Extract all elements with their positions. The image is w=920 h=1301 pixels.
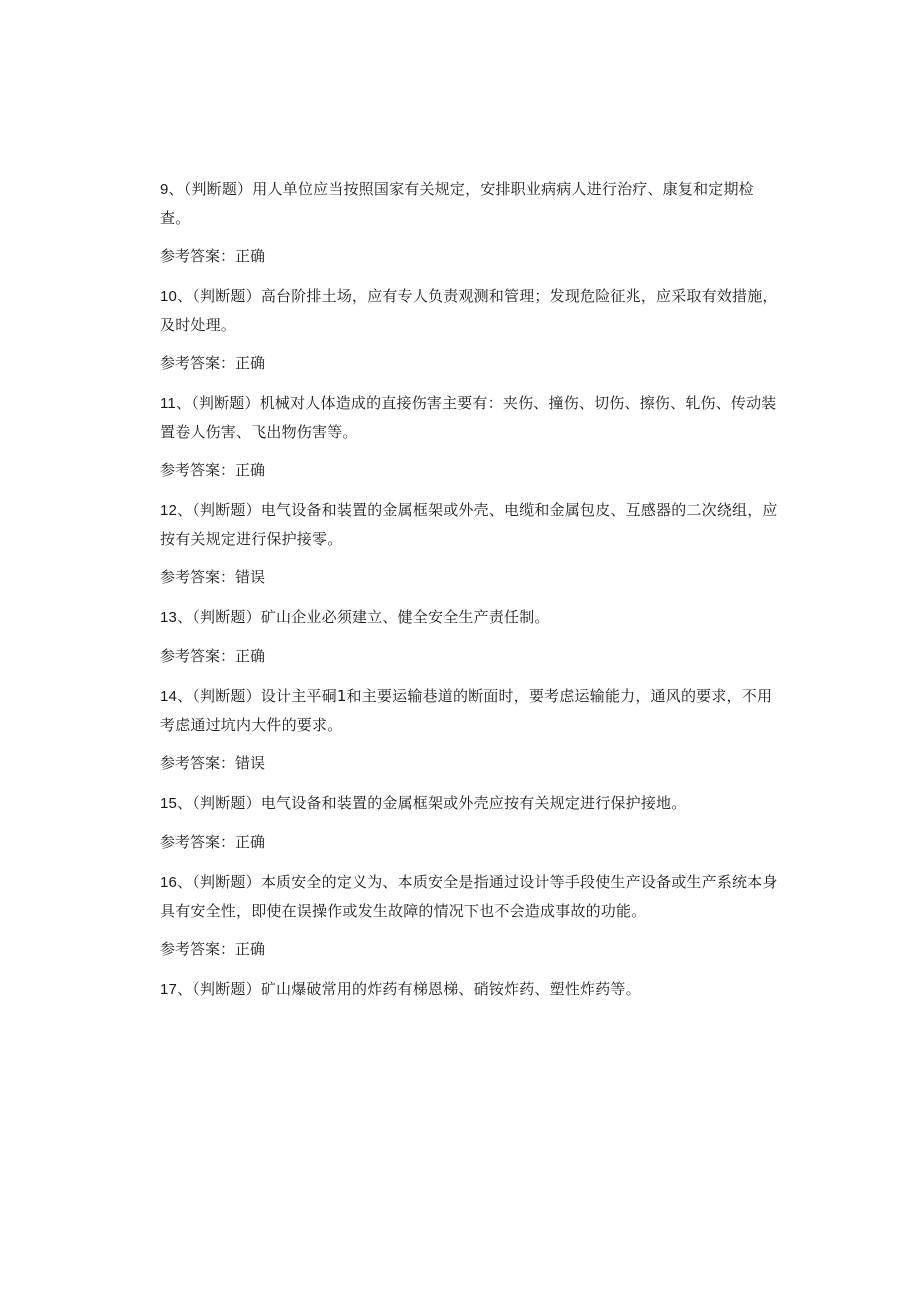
question-type: （判断题）	[192, 501, 261, 519]
answer-line	[160, 828, 780, 856]
question-item	[160, 389, 780, 484]
question-separator: 、	[177, 980, 193, 998]
question-text: 机械对人体造成的直接伤害主要有：夹伤、撞伤、切伤、擦伤、轧伤、传动装置卷人伤害、飞出物伤害等。	[160, 394, 777, 441]
question-separator: 、	[177, 873, 193, 891]
question-text-block	[160, 868, 780, 925]
answer-label: 参考答案：	[160, 354, 236, 372]
question-number: 11	[160, 395, 176, 412]
answer-value: 正确	[235, 833, 266, 851]
question-type: （判断题）	[192, 873, 261, 891]
answer-value: 错误	[235, 568, 266, 586]
question-text: 电气设备和装置的金属框架或外壳、电缆和金属包皮、互感器的二次绕组，应按有关规定进行保护接零。	[160, 501, 778, 548]
answer-label: 参考答案：	[160, 833, 236, 851]
question-text-block	[160, 975, 780, 1004]
answer-value: 正确	[235, 354, 266, 372]
question-separator: 、	[177, 501, 193, 519]
question-text: 本质安全的定义为、本质安全是指通过设计等手段使生产设备或生产系统本身具有安全性，即使在误操作或发生故障的情况下也不会造成事故的功能。	[160, 873, 778, 920]
question-number: 10	[160, 288, 178, 305]
answer-value: 正确	[235, 647, 266, 665]
question-separator: 、	[177, 608, 193, 626]
answer-line	[160, 642, 780, 670]
answer-label: 参考答案：	[160, 568, 236, 586]
question-item	[160, 975, 780, 1004]
question-text-block	[160, 789, 780, 818]
question-number: 14	[160, 688, 178, 705]
question-text-block	[160, 496, 780, 553]
question-separator: 、	[177, 287, 193, 305]
answer-line	[160, 349, 780, 377]
question-item	[160, 282, 780, 377]
question-text: 设计主平硐1和主要运输巷道的断面时，要考虑运输能力，通风的要求，不用考虑通过坑内大件的要求。	[160, 687, 773, 734]
question-type: （判断题）	[183, 180, 253, 198]
question-text: 高台阶排土场，应有专人负责观测和管理；发现危险征兆，应采取有效措施，及时处理。	[160, 287, 778, 334]
answer-value: 错误	[235, 754, 266, 772]
question-text: 矿山企业必须建立、健全安全生产责任制。	[260, 608, 550, 626]
question-item	[160, 175, 780, 270]
answer-line	[160, 242, 780, 270]
question-number: 13	[160, 609, 178, 626]
answer-value: 正确	[235, 461, 266, 479]
question-number: 16	[160, 874, 178, 891]
question-item	[160, 496, 780, 591]
question-item	[160, 603, 780, 670]
question-number: 15	[160, 795, 178, 812]
answer-label: 参考答案：	[160, 940, 236, 958]
question-type: （判断题）	[192, 287, 261, 305]
question-text-block	[160, 282, 780, 339]
question-separator: 、	[168, 180, 184, 198]
question-number: 12	[160, 502, 178, 519]
answer-line	[160, 935, 780, 963]
question-text: 电气设备和装置的金属框架或外壳应按有关规定进行保护接地。	[260, 794, 687, 812]
question-type: （判断题）	[192, 608, 261, 626]
question-type: （判断题）	[192, 980, 261, 998]
question-type: （判断题）	[192, 687, 261, 705]
answer-value: 正确	[235, 247, 266, 265]
question-item	[160, 682, 780, 777]
question-item	[160, 868, 780, 963]
question-text-block	[160, 682, 780, 739]
question-type: （判断题）	[191, 394, 260, 412]
question-item	[160, 789, 780, 856]
answer-label: 参考答案：	[160, 247, 236, 265]
question-text: 用人单位应当按照国家有关规定，安排职业病病人进行治疗、康复和定期检查。	[160, 180, 754, 227]
question-separator: 、	[177, 687, 193, 705]
answer-label: 参考答案：	[160, 647, 236, 665]
answer-value: 正确	[235, 940, 266, 958]
answer-label: 参考答案：	[160, 754, 236, 772]
question-number: 9	[160, 181, 169, 198]
answer-label: 参考答案：	[160, 461, 236, 479]
answer-line	[160, 456, 780, 484]
question-type: （判断题）	[192, 794, 261, 812]
question-text-block	[160, 389, 780, 446]
question-text-block	[160, 175, 780, 232]
question-number: 17	[160, 981, 178, 998]
answer-line	[160, 749, 780, 777]
question-text-block	[160, 603, 780, 632]
question-list	[160, 175, 780, 1004]
answer-line	[160, 563, 780, 591]
question-separator: 、	[175, 394, 192, 412]
question-text: 矿山爆破常用的炸药有梯恩梯、硝铵炸药、塑性炸药等。	[260, 980, 641, 998]
question-separator: 、	[177, 794, 193, 812]
